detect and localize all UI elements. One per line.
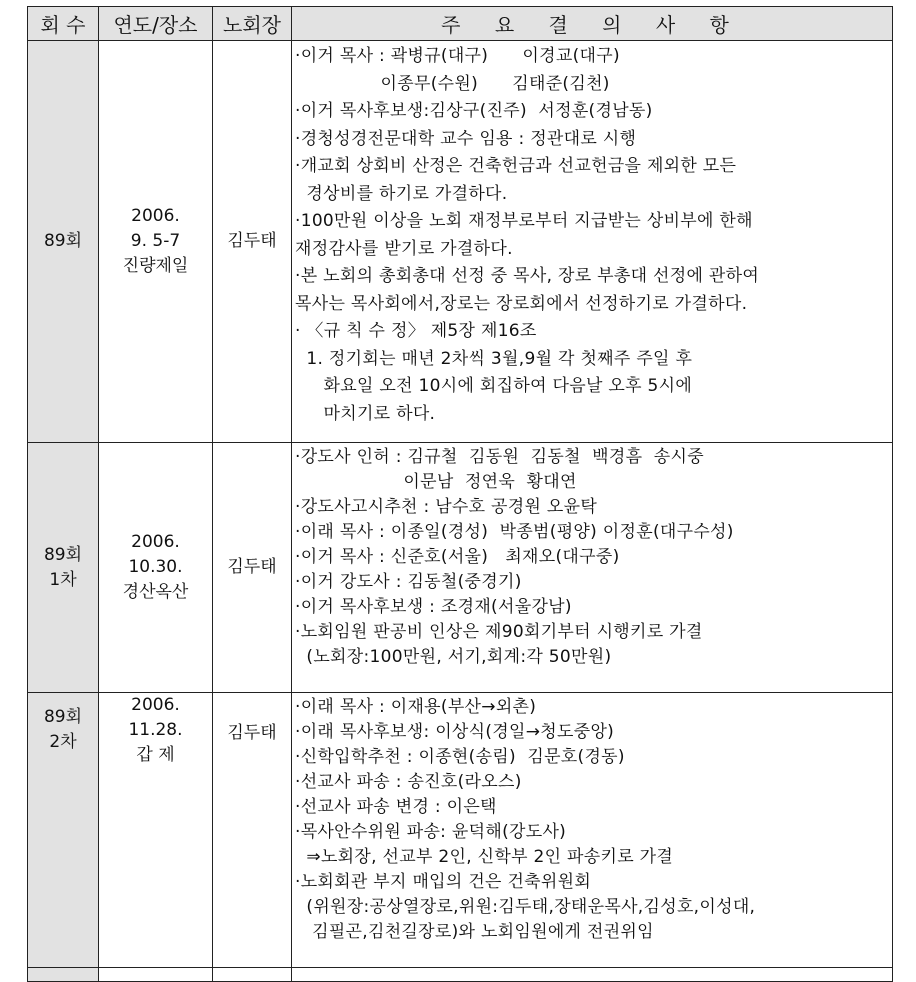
- resolution-line: ·이래 목사 : 이재용(부산→외촌): [295, 697, 537, 717]
- header-row: [28, 7, 893, 41]
- session-cell: [28, 443, 99, 693]
- resolution-line: ·100만원 이상을 노회 재정부로부터 지급받는 상비부에 한해: [295, 211, 753, 231]
- resolution-line: ·신학입학추천 : 이종현(송림) 김문호(경동): [295, 747, 625, 767]
- session-text: 89회: [43, 544, 83, 565]
- resolutions-cell: [292, 693, 893, 968]
- date-text: 2006.: [131, 206, 180, 226]
- resolution-line: ·이거 목사후보생 : 조경재(서울강남): [295, 597, 572, 617]
- place-text: 진량제일: [122, 256, 189, 276]
- resolution-line: · 〈규 칙 수 정〉 제5장 제16조: [295, 321, 537, 341]
- resolution-line: 화요일 오전 10시에 회집하여 다음날 오후 5시에: [295, 376, 693, 396]
- moderator-cell: 김두태: [213, 693, 292, 968]
- resolutions-cell: [292, 968, 893, 982]
- session-cell: [28, 968, 99, 982]
- resolution-line: (노회장:100만원, 서기,회계:각 50만원): [295, 647, 612, 667]
- moderator-cell: 김두태: [213, 41, 292, 443]
- resolution-line: ·이래 목사 : 이종일(경성) 박종범(평양) 이정훈(대구수성): [295, 522, 734, 542]
- resolution-line: (위원장:공상열장로,위원:김두태,장태운목사,김성호,이성대,: [295, 897, 756, 917]
- date-text: 2006.: [131, 532, 180, 552]
- resolutions-table: [27, 6, 893, 982]
- resolution-line: 이문남 정연욱 황대연: [295, 472, 577, 492]
- resolution-line: ·이거 강도사 : 김동철(중경기): [295, 572, 522, 592]
- moderator-cell: 김두태: [213, 443, 292, 693]
- table-row-partial: [28, 968, 893, 982]
- table-row: [28, 693, 893, 968]
- session-text: 89회: [43, 707, 83, 727]
- resolutions-cell: [292, 443, 893, 693]
- resolution-line: ·노회임원 판공비 인상은 제90회기부터 시행키로 가결: [295, 622, 703, 642]
- resolutions-cell: [292, 41, 893, 443]
- header-session: 회 수: [28, 7, 99, 41]
- resolution-line: 마치기로 하다.: [295, 403, 436, 424]
- header-date-place: 연도/장소: [99, 7, 213, 41]
- date-text: 2006.: [131, 695, 180, 715]
- date-text: 10.30.: [128, 557, 183, 577]
- resolution-line: ·경청성경전문대학 교수 임용 : 정관대로 시행: [295, 128, 637, 149]
- resolution-line: 1. 정기회는 매년 2차씩 3월,9월 각 첫째주 주일 후: [295, 348, 693, 369]
- resolution-line: ·강도사고시추천 : 남수호 공경원 오윤탁: [295, 497, 598, 517]
- date-text: 11.28.: [128, 720, 183, 740]
- date-place-cell: [99, 443, 213, 693]
- resolution-line: ·강도사 인허 : 김규철 김동원 김동철 백경흠 송시중: [295, 447, 704, 467]
- resolution-line: ·선교사 파송 변경 : 이은택: [295, 797, 497, 817]
- resolution-line: ·개교회 상회비 산정은 건축헌금과 선교헌금을 제외한 모든: [295, 156, 737, 176]
- table-row: [28, 41, 893, 443]
- session-text: 1차: [49, 569, 77, 590]
- place-text: 갑 제: [136, 745, 175, 765]
- resolution-line: ·목사안수위원 파송: 윤덕해(강도사): [295, 822, 567, 842]
- resolution-line: ·이래 목사후보생: 이상식(경일→청도중앙): [295, 722, 615, 742]
- resolution-line: ·노회회관 부지 매입의 건은 건축위원회: [295, 872, 592, 892]
- session-text: 89회: [43, 231, 83, 251]
- header-moderator: 노회장: [213, 7, 292, 41]
- resolution-line: ⇒노회장, 선교부 2인, 신학부 2인 파송키로 가결: [295, 847, 674, 867]
- session-cell: [28, 693, 99, 968]
- resolution-line: 목사는 목사회에서,장로는 장로회에서 선정하기로 가결하다.: [295, 293, 748, 314]
- date-place-cell: [99, 693, 213, 968]
- resolution-line: 재정감사를 받기로 가결하다.: [295, 238, 513, 259]
- header-resolutions: 주 요 결 의 사 항: [292, 7, 893, 41]
- resolution-line: ·이거 목사후보생:김상구(진주) 서정훈(경남동): [295, 101, 653, 121]
- moderator-cell: [213, 968, 292, 982]
- resolution-line: ·이거 목사 : 곽병규(대구) 이경교(대구): [295, 46, 620, 66]
- session-cell: [28, 41, 99, 443]
- table-row: [28, 443, 893, 693]
- date-text: 9. 5-7: [130, 231, 181, 251]
- resolution-line: 김필곤,김천길장로)와 노회임원에게 전권위임: [295, 922, 654, 942]
- date-place-cell: [99, 41, 213, 443]
- place-text: 경산옥산: [122, 582, 189, 602]
- resolution-line: 경상비를 하기로 가결하다.: [295, 183, 508, 204]
- resolution-line: 이종무(수원) 김태준(김천): [295, 73, 610, 94]
- resolution-line: ·선교사 파송 : 송진호(라오스): [295, 772, 522, 792]
- resolution-line: ·본 노회의 총회총대 선정 중 목사, 장로 부총대 선정에 관하여: [295, 266, 760, 286]
- resolution-line: ·이거 목사 : 신준호(서울) 최재오(대구중): [295, 547, 620, 567]
- session-text: 2차: [49, 732, 77, 752]
- date-place-cell: [99, 968, 213, 982]
